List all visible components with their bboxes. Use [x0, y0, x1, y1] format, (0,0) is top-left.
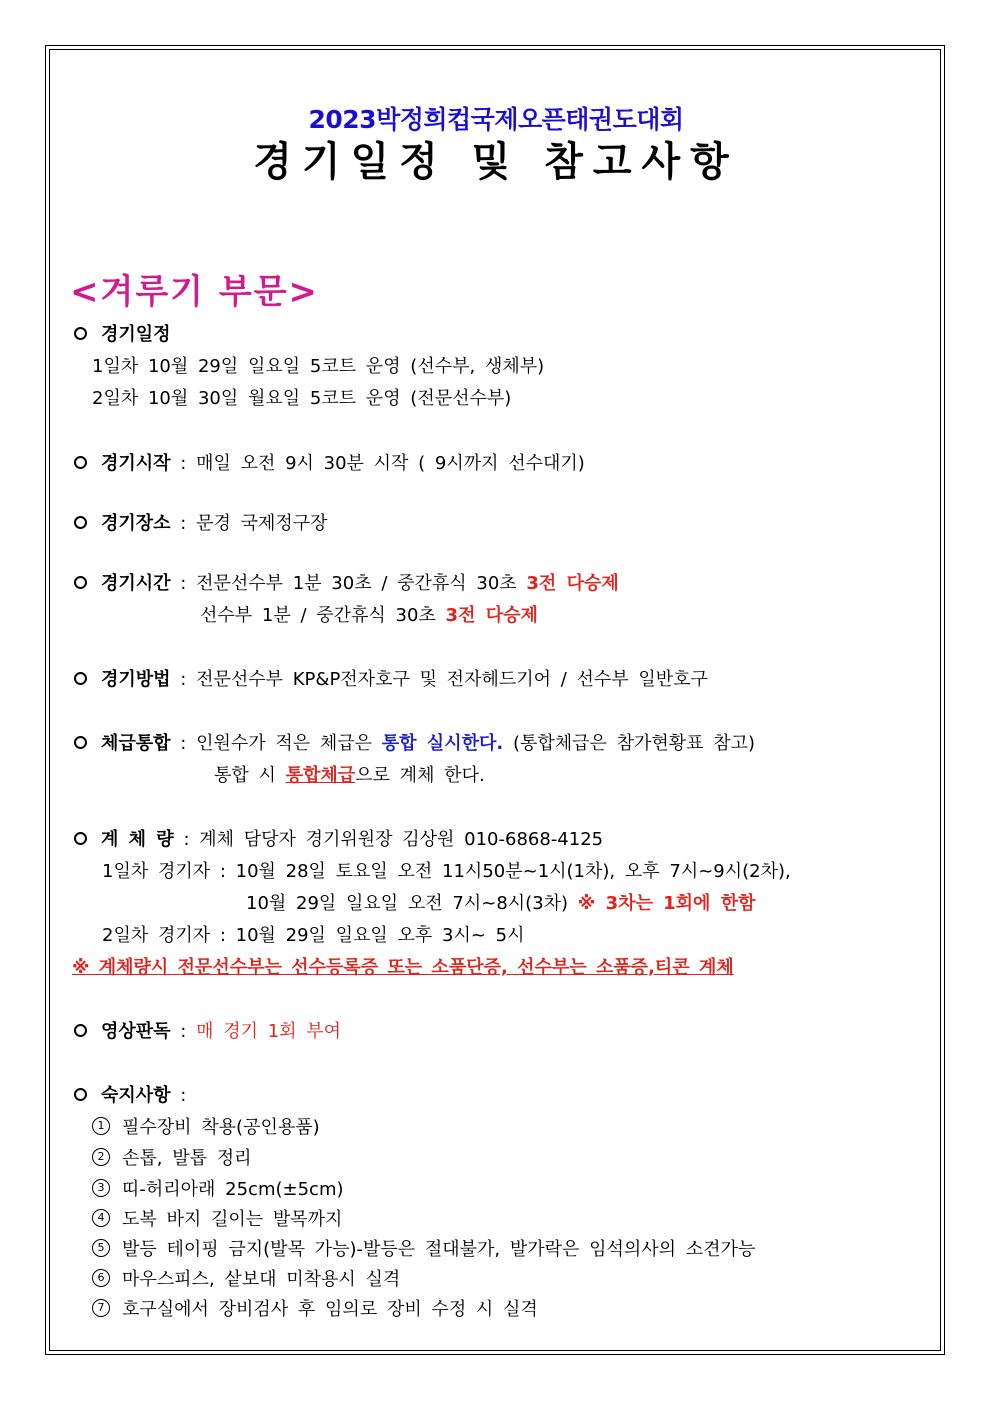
circled-number: 2: [92, 1148, 110, 1166]
merge-line2-b: 으로 계체 한다.: [355, 765, 485, 786]
method-row: [74, 667, 708, 693]
start-row: [74, 451, 585, 477]
time-line1: : 전문선수부 1분 30초 / 중간휴식 30초: [180, 573, 517, 594]
notes-item-text: 발등 테이핑 금지(발목 가능)-발등은 절대불가, 발가락은 임석의사의 소견가능: [122, 1239, 756, 1260]
weighin-label: 계 체 량: [101, 829, 174, 850]
circled-number: 3: [92, 1179, 110, 1197]
notes-item-text: 마우스피스, 샅보대 미착용시 실격: [122, 1269, 401, 1290]
notes-item-text: 호구실에서 장비검사 후 임의로 장비 수정 시 실격: [122, 1299, 538, 1320]
time-line2: 선수부 1분 / 중간휴식 30초: [200, 605, 436, 626]
bullet-icon: [74, 1024, 87, 1037]
merge-line2-a: 통합 시: [214, 765, 276, 786]
weighin-text: : 계체 담당자 경기위원장 김상원 010-6868-4125: [183, 829, 604, 850]
notes-row: [74, 1083, 186, 1109]
bullet-icon: [74, 736, 87, 749]
weighin-row: [74, 827, 603, 853]
weighin-note: ※ 계체량시 전문선수부는 선수등록증 또는 소품단증, 선수부는 소품증,티콘 계체: [72, 957, 734, 978]
page-title: 경기일정 및 참고사항: [253, 139, 739, 185]
time-line1-highlight: 3전 다승제: [526, 573, 619, 594]
venue-label: 경기장소: [101, 513, 171, 534]
weighin-day2: 2일차 경기자 : 10월 29일 일요일 오후 3시~ 5시: [102, 925, 525, 946]
circled-number: 1: [92, 1117, 110, 1135]
bullet-icon: [74, 672, 87, 685]
schedule-row: [74, 322, 171, 348]
method-text: : 전문선수부 KP&P전자호구 및 전자헤드기어 / 선수부 일반호구: [180, 669, 708, 690]
schedule-label: 경기일정: [101, 324, 171, 345]
notes-item-text: 띠-허리아래 25cm(±5cm): [122, 1179, 344, 1200]
weighin-day1-b: 10월 29일 일요일 오전 7시~8시(3차): [246, 893, 569, 914]
venue-row: [74, 511, 328, 537]
video-text: 매 경기 1회 부여: [196, 1021, 342, 1042]
notes-item: [92, 1146, 252, 1172]
video-row: [74, 1019, 341, 1045]
video-colon: :: [180, 1021, 187, 1042]
notes-label: 숙지사항: [101, 1085, 171, 1106]
bullet-icon: [74, 327, 87, 340]
notes-item: [92, 1267, 400, 1293]
circled-number: 6: [92, 1269, 110, 1287]
circled-number: 5: [92, 1239, 110, 1257]
circled-number: 4: [92, 1209, 110, 1227]
merge-line1-highlight: 통합 실시한다.: [381, 733, 504, 754]
weighin-day1-b-row: [246, 891, 755, 917]
event-title: 2023박정희컵국제오픈태권도대회: [308, 105, 684, 134]
notes-item: [92, 1297, 538, 1323]
merge-line1-a: : 인원수가 적은 체급은: [180, 733, 373, 754]
notes-item-text: 필수장비 착용(공인용품): [122, 1117, 320, 1138]
notes-item: [92, 1207, 342, 1233]
bullet-icon: [74, 576, 87, 589]
video-label: 영상판독: [101, 1021, 171, 1042]
circled-number: 7: [92, 1299, 110, 1317]
merge-label: 체급통합: [101, 733, 171, 754]
time-label: 경기시간: [101, 573, 171, 594]
notes-colon: :: [180, 1085, 187, 1106]
bullet-icon: [74, 456, 87, 469]
start-label: 경기시작: [101, 453, 171, 474]
merge-line2-highlight: 통합체급: [285, 765, 356, 786]
method-label: 경기방법: [101, 669, 171, 690]
notes-item-text: 도복 바지 길이는 발목까지: [122, 1209, 343, 1230]
notes-item-text: 손톱, 발톱 정리: [122, 1148, 252, 1169]
bullet-icon: [74, 832, 87, 845]
section-heading: <겨루기 부문>: [70, 272, 320, 312]
weighin-day1-b-highlight: ※ 3차는 1회에 한함: [577, 893, 756, 914]
notes-item: [92, 1177, 344, 1203]
merge-row-2: [214, 763, 485, 789]
merge-line1-b: (통합체급은 참가현황표 참고): [512, 733, 756, 754]
time-line2-highlight: 3전 다승제: [445, 605, 538, 626]
bullet-icon: [74, 516, 87, 529]
notes-item: [92, 1115, 320, 1141]
merge-row: [74, 731, 755, 757]
notes-item: [92, 1237, 755, 1263]
bullet-icon: [74, 1088, 87, 1101]
weighin-day1-a: 1일차 경기자 : 10월 28일 토요일 오전 11시50분~1시(1차), 오후 7시~9시(2차),: [102, 861, 791, 882]
venue-text: : 문경 국제정구장: [180, 513, 328, 534]
start-text: : 매일 오전 9시 30분 시작 ( 9시까지 선수대기): [180, 453, 585, 474]
time-row: [74, 571, 619, 597]
time-row-2: [200, 603, 538, 629]
schedule-day1: 1일차 10월 29일 일요일 5코트 운영 (선수부, 생체부): [92, 356, 545, 377]
schedule-day2: 2일차 10월 30일 월요일 5코트 운영 (전문선수부): [92, 388, 512, 409]
